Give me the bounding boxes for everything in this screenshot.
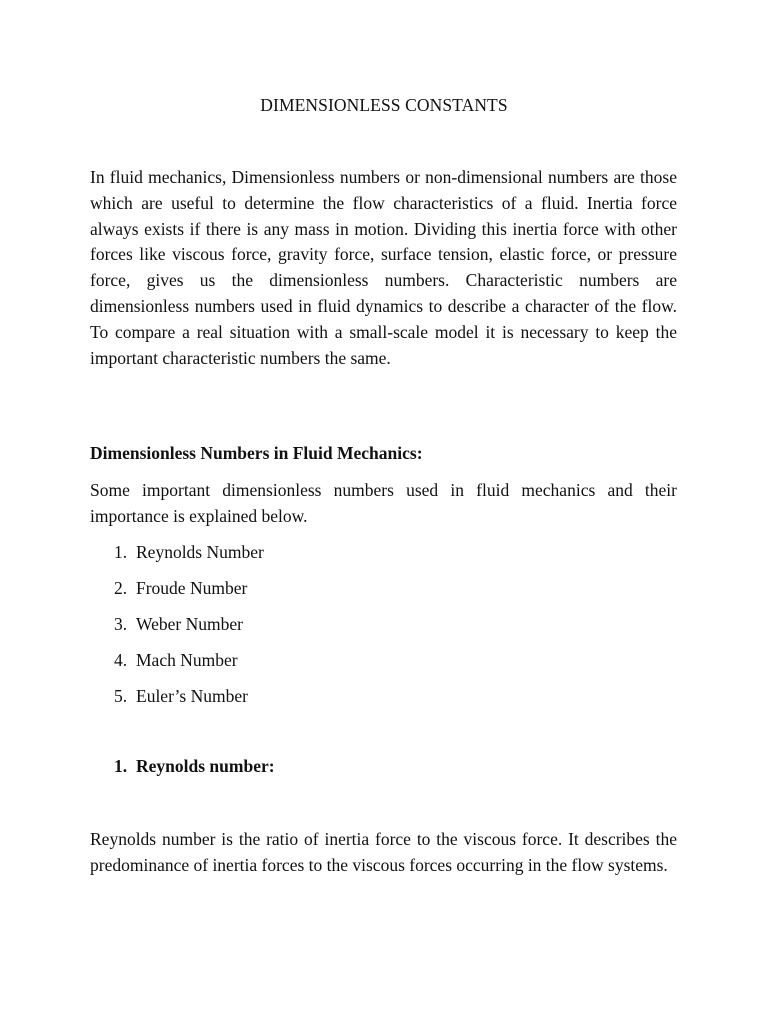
list-item-label: Reynolds Number — [136, 542, 264, 562]
list-item-label: Froude Number — [136, 578, 248, 598]
list-item — [114, 648, 264, 684]
list-item — [114, 684, 264, 720]
list-item-label: Weber Number — [136, 614, 243, 634]
subsection-title: Reynolds number: — [136, 756, 275, 776]
page-title: DIMENSIONLESS CONSTANTS — [260, 95, 508, 115]
subsection-number: 1. — [114, 756, 128, 776]
list-item-number: 2. — [114, 578, 128, 598]
list-item — [114, 612, 264, 648]
list-item-label: Euler’s Number — [136, 686, 248, 706]
list-item-label: Mach Number — [136, 650, 238, 670]
dimensionless-numbers-list — [114, 540, 264, 720]
intro-paragraph: In fluid mechanics, Dimensionless numbers or non-dimensional numbers are those which are useful to determine the flow characteristics of a fluid. Inertia force always exists if there is any mass in motion. Dividing this inertia force with other forces like viscous force, gravity force, surface tension, elastic force, or pressure force, gives us the dimensionless numbers. Characteristic numbers are dimensionless numbers used in fluid dynamics to describe a character of the flow. To compare a real situation with a small-scale model it is necessary to keep the important characteristic numbers the same. — [90, 167, 677, 368]
section-intro-paragraph: Some important dimensionless numbers used in fluid mechanics and their importance is explained below. — [90, 480, 677, 526]
list-item — [114, 576, 264, 612]
list-item-number: 3. — [114, 614, 128, 634]
list-item-number: 4. — [114, 650, 128, 670]
section-heading: Dimensionless Numbers in Fluid Mechanics: — [90, 443, 423, 463]
reynolds-paragraph: Reynolds number is the ratio of inertia force to the viscous force. It describes the predominance of inertia forces to the viscous forces occurring in the flow systems. — [90, 829, 677, 875]
subsection-heading — [114, 756, 275, 777]
list-item-number: 5. — [114, 686, 128, 706]
list-item-number: 1. — [114, 542, 128, 562]
list-item — [114, 540, 264, 576]
